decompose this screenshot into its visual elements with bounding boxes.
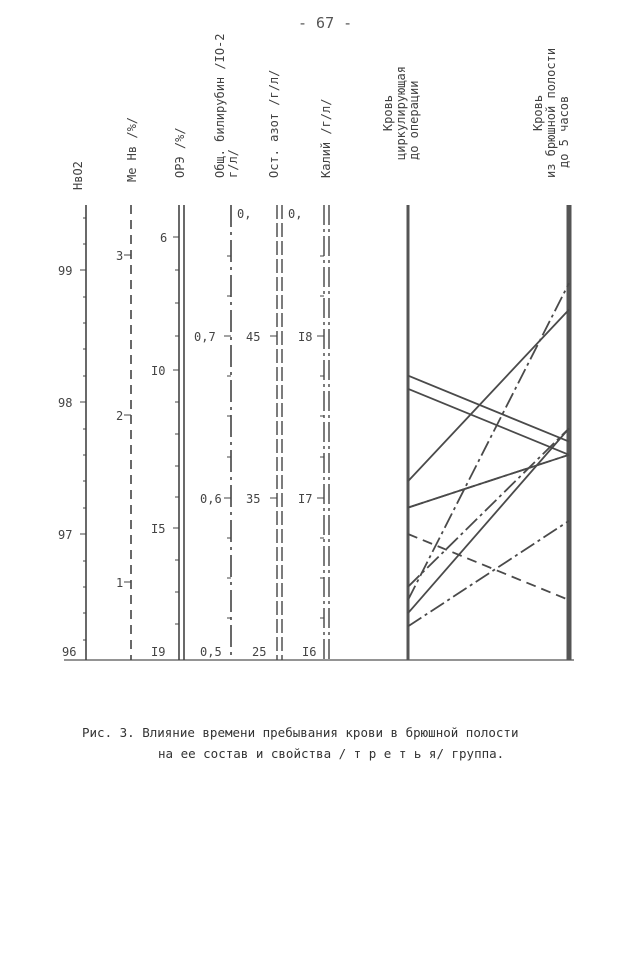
series-line-8 xyxy=(408,428,569,586)
axis-ticks-hbo2 xyxy=(80,218,86,640)
axis-ticks-nitrogen xyxy=(270,336,277,498)
axis-ticks-bilirubin xyxy=(224,256,231,618)
series-line-7 xyxy=(408,283,569,600)
tick-hbo2-98: 98 xyxy=(58,396,73,410)
tick-nitrogen-25: 25 xyxy=(252,645,267,659)
axis-header-potassium: Калий /г/л/ xyxy=(319,98,333,178)
tick-potassium-18: I8 xyxy=(298,330,313,344)
axis-header-bilirubin-text: Общ. билирубин /IO-2 г/л/ xyxy=(213,33,240,178)
caption-line-1: Рис. 3. Влияние времени пребывания крови в брюшной полости xyxy=(82,725,519,740)
tick-bilirubin-05: 0,5 xyxy=(200,645,222,659)
column-before-line3: до операции xyxy=(407,80,421,160)
tick-mehb-2: 2 xyxy=(116,409,124,423)
tick-ore-6: 6 xyxy=(160,231,168,245)
tick-bilirubin-top: 0, xyxy=(237,207,252,221)
axis-header-ore: ОРЭ /%/ xyxy=(173,127,187,178)
tick-mehb-3: 3 xyxy=(116,249,124,263)
axis-ticks-mehb xyxy=(124,255,131,582)
series-line-1 xyxy=(408,376,569,442)
axis-ticks-potassium xyxy=(317,256,324,618)
series-layer xyxy=(408,283,569,626)
column-after-line1: Кровь xyxy=(531,94,545,132)
caption-line-2: на ее состав и свойства / т р е т ь я/ группа. xyxy=(158,746,505,761)
tick-bilirubin-07: 0,7 xyxy=(194,330,216,344)
axis-ticks-ore xyxy=(173,237,179,624)
column-after-line2: из брюшной полости xyxy=(544,47,558,178)
tick-mehb-1: 1 xyxy=(116,576,124,590)
tick-ore-15: I5 xyxy=(151,522,166,536)
tick-potassium-17: I7 xyxy=(298,492,313,506)
tick-hbo2-99: 99 xyxy=(58,264,73,278)
axis-header-nitrogen: Ост. азот /г/л/ xyxy=(267,69,281,178)
tick-ore-10: I0 xyxy=(151,364,166,378)
tick-bilirubin-06: 0,6 xyxy=(200,492,222,506)
page-number: - 67 - xyxy=(298,14,353,32)
column-before-line2: циркулирующая xyxy=(394,66,408,160)
series-line-10 xyxy=(408,534,569,600)
tick-hbo2-97: 97 xyxy=(58,528,73,542)
column-before-line1: Кровь xyxy=(381,94,395,132)
column-after-line3: до 5 часов xyxy=(557,95,571,168)
series-line-9 xyxy=(408,521,569,627)
tick-nitrogen-35: 35 xyxy=(246,492,261,506)
figure-caption xyxy=(82,722,602,764)
tick-potassium-top: 0, xyxy=(288,207,303,221)
series-line-2 xyxy=(408,389,569,455)
tick-hbo2-96: 96 xyxy=(62,645,77,659)
tick-ore-19: I9 xyxy=(151,645,166,659)
axis-header-hbo2: HвO2 xyxy=(71,161,85,190)
tick-nitrogen-45: 45 xyxy=(246,330,261,344)
tick-potassium-16: I6 xyxy=(302,645,317,659)
axis-header-mehb: Me Hв /%/ xyxy=(125,116,139,182)
